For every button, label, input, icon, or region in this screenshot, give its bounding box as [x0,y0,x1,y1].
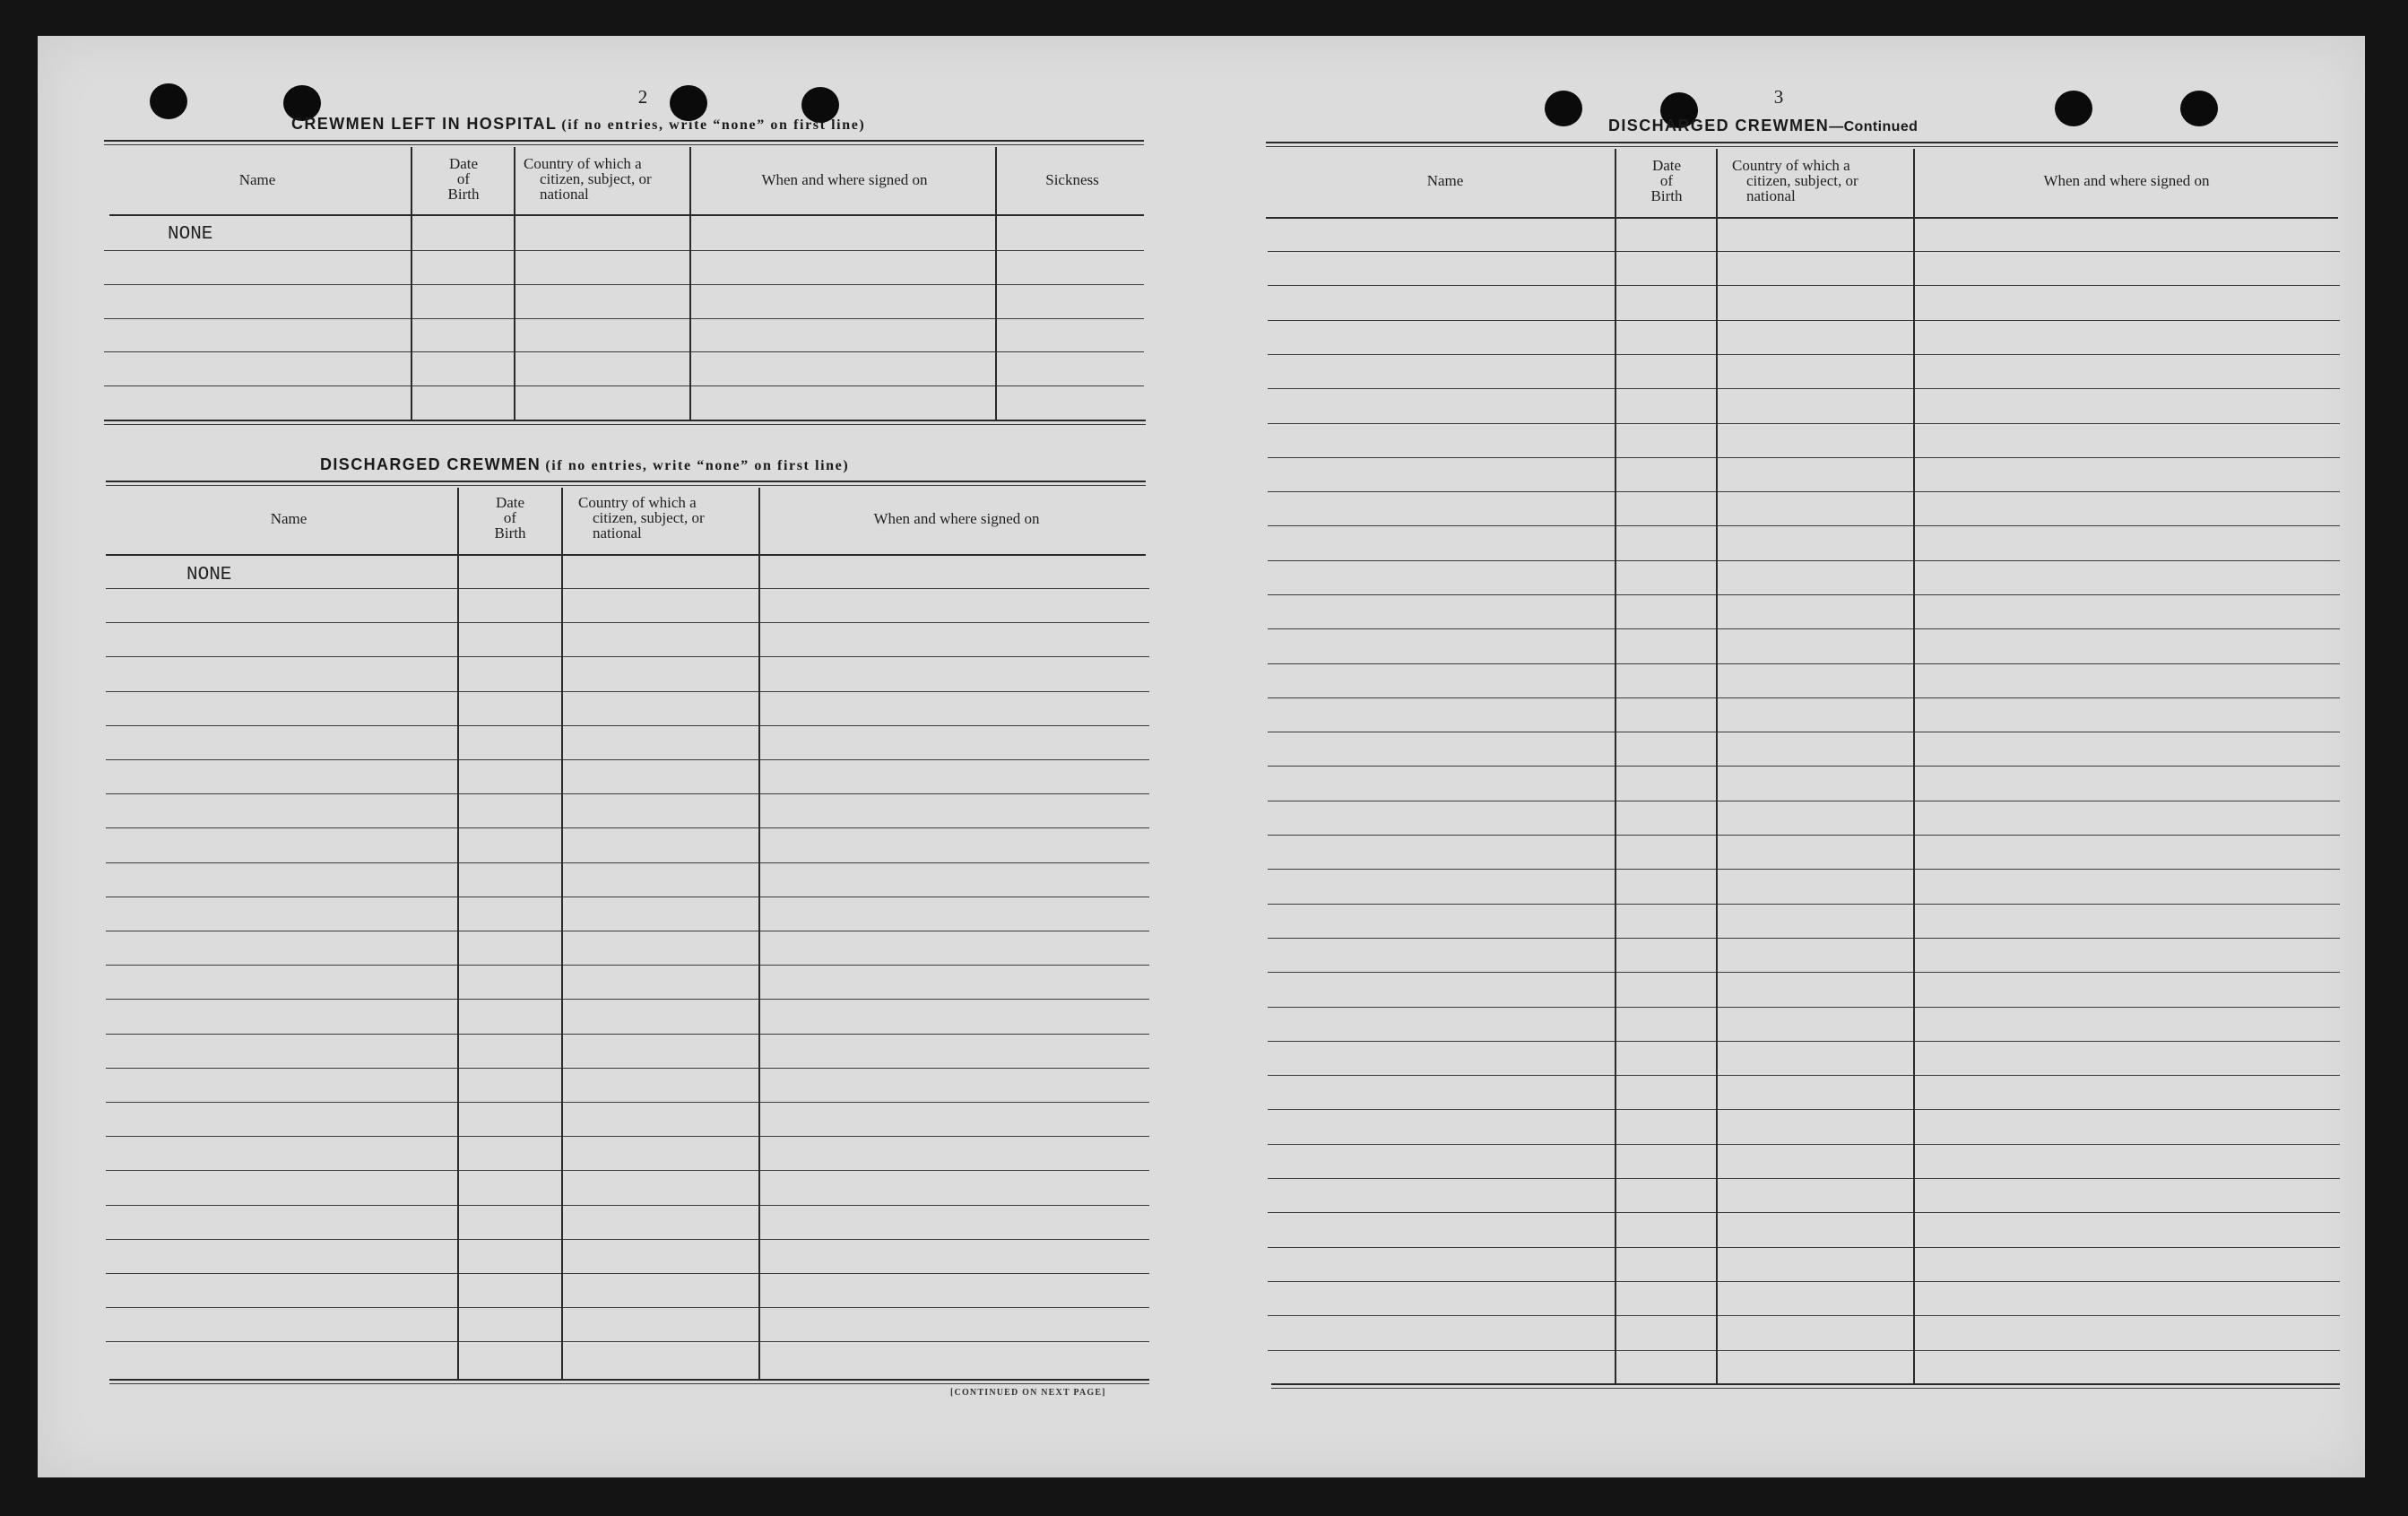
right-section-title [1608,117,1918,135]
hospital-row-rule [104,351,1144,352]
discharged-header-signed: When and where signed on [873,510,1040,527]
page-number-right: 3 [1773,86,1784,108]
right-row-rule [1268,1041,2340,1042]
right-row-rule [1268,697,2340,698]
hospital-bottom-rule-2 [104,424,1146,425]
right-row-rule [1268,423,2340,424]
hospital-header-rule [109,214,1144,216]
discharged-row-rule [106,965,1149,966]
discharged-row-rule [106,1205,1149,1206]
discharged-title-note: (if no entries, write “none” on first line) [545,458,850,473]
discharged-row-rule [106,656,1149,657]
right-row-rule [1268,251,2340,252]
hospital-header-name: Name [238,171,276,188]
hospital-row-rule [104,284,1144,285]
right-row-rule [1268,594,2340,595]
page-number-left: 2 [637,86,648,108]
discharged-row-rule [106,1239,1149,1240]
right-bottom-rule [1271,1383,2340,1385]
right-row-rule [1268,457,2340,458]
hospital-header-sickness: Sickness [1045,171,1099,188]
hospital-header-country: Country of which a citizen, subject, or national [524,155,652,203]
hospital-row-rule [104,250,1144,251]
right-row-rule [1268,285,2340,286]
right-title-suffix: —Continued [1829,119,1919,134]
right-header-country: Country of which a citizen, subject, or national [1732,157,1858,204]
discharged-col-divider [758,488,760,1380]
discharged-header-country: Country of which a citizen, subject, or national [578,494,705,541]
right-row-rule [1268,1212,2340,1213]
discharged-row-rule [106,827,1149,828]
hospital-header-dob: Date of Birth [447,155,480,203]
hospital-row-rule [104,318,1144,319]
punch-hole [2055,91,2092,126]
hospital-top-rule [104,140,1144,142]
discharged-title-main: DISCHARGED CREWMEN [320,455,541,473]
hospital-section-title [291,115,865,134]
hospital-header-signed: When and where signed on [761,171,928,188]
hospital-title-main: CREWMEN LEFT IN HOSPITAL [291,115,558,133]
discharged-row-rule [106,691,1149,692]
right-row-rule [1268,1178,2340,1179]
hospital-col-divider [995,147,997,420]
discharged-row-rule [106,759,1149,760]
hospital-top-rule-2 [104,144,1144,145]
hospital-title-note: (if no entries, write “none” on first line) [561,117,866,133]
punch-hole [2180,91,2218,126]
right-row-rule [1268,1247,2340,1248]
right-row-rule [1268,938,2340,939]
right-row-rule [1268,835,2340,836]
right-row-rule [1268,1281,2340,1282]
right-header-rule [1266,217,2338,219]
right-row-rule [1268,1075,2340,1076]
hospital-first-entry: NONE [168,224,213,245]
right-header-dob: Date of Birth [1650,157,1683,204]
punch-hole [150,83,187,119]
right-row-rule [1268,491,2340,492]
discharged-row-rule [106,1068,1149,1069]
discharged-row-rule [106,588,1149,589]
discharged-row-rule [106,1136,1149,1137]
discharged-col-divider [561,488,563,1380]
right-row-rule [1268,1350,2340,1351]
discharged-bottom-rule-2 [109,1383,1149,1384]
hospital-col-divider [411,147,412,420]
right-bottom-rule-2 [1271,1388,2340,1389]
right-header-name: Name [1426,172,1464,189]
right-row-rule [1268,1144,2340,1145]
discharged-header-rule [106,554,1146,556]
discharged-row-rule [106,1341,1149,1342]
discharged-header-name: Name [270,510,307,527]
discharged-row-rule [106,622,1149,623]
right-col-divider [1913,149,1915,1384]
continued-note: [CONTINUED ON NEXT PAGE] [950,1388,1106,1398]
punch-hole [1545,91,1582,126]
discharged-row-rule [106,1170,1149,1171]
discharged-row-rule [106,1102,1149,1103]
discharged-bottom-rule [109,1379,1149,1381]
right-row-rule [1268,1315,2340,1316]
hospital-bottom-rule [104,420,1146,421]
right-row-rule [1268,354,2340,355]
right-title-main: DISCHARGED CREWMEN [1608,117,1830,134]
discharged-top-rule-2 [106,485,1146,486]
right-row-rule [1268,766,2340,767]
right-col-divider [1716,149,1718,1384]
hospital-col-divider [689,147,691,420]
right-row-rule [1268,525,2340,526]
right-row-rule [1268,869,2340,870]
discharged-first-entry: NONE [186,565,232,585]
right-top-rule [1266,142,2338,143]
discharged-row-rule [106,999,1149,1000]
discharged-top-rule [106,481,1146,482]
right-row-rule [1268,560,2340,561]
right-row-rule [1268,388,2340,389]
discharged-header-dob: Date of Birth [494,494,526,541]
right-col-divider [1615,149,1616,1384]
right-row-rule [1268,1007,2340,1008]
discharged-row-rule [106,1307,1149,1308]
form-sheet [38,36,2365,1477]
right-header-signed: When and where signed on [2043,172,2210,189]
right-row-rule [1268,663,2340,664]
right-top-rule-2 [1266,146,2338,147]
right-row-rule [1268,972,2340,973]
discharged-section-title [320,455,849,474]
discharged-row-rule [106,862,1149,863]
discharged-row-rule [106,1273,1149,1274]
right-row-rule [1268,904,2340,905]
discharged-row-rule [106,725,1149,726]
discharged-row-rule [106,1034,1149,1035]
right-row-rule [1268,320,2340,321]
discharged-row-rule [106,793,1149,794]
hospital-col-divider [514,147,515,420]
right-row-rule [1268,628,2340,629]
hospital-row-rule [104,385,1144,386]
right-row-rule [1268,1109,2340,1110]
discharged-col-divider [457,488,459,1380]
